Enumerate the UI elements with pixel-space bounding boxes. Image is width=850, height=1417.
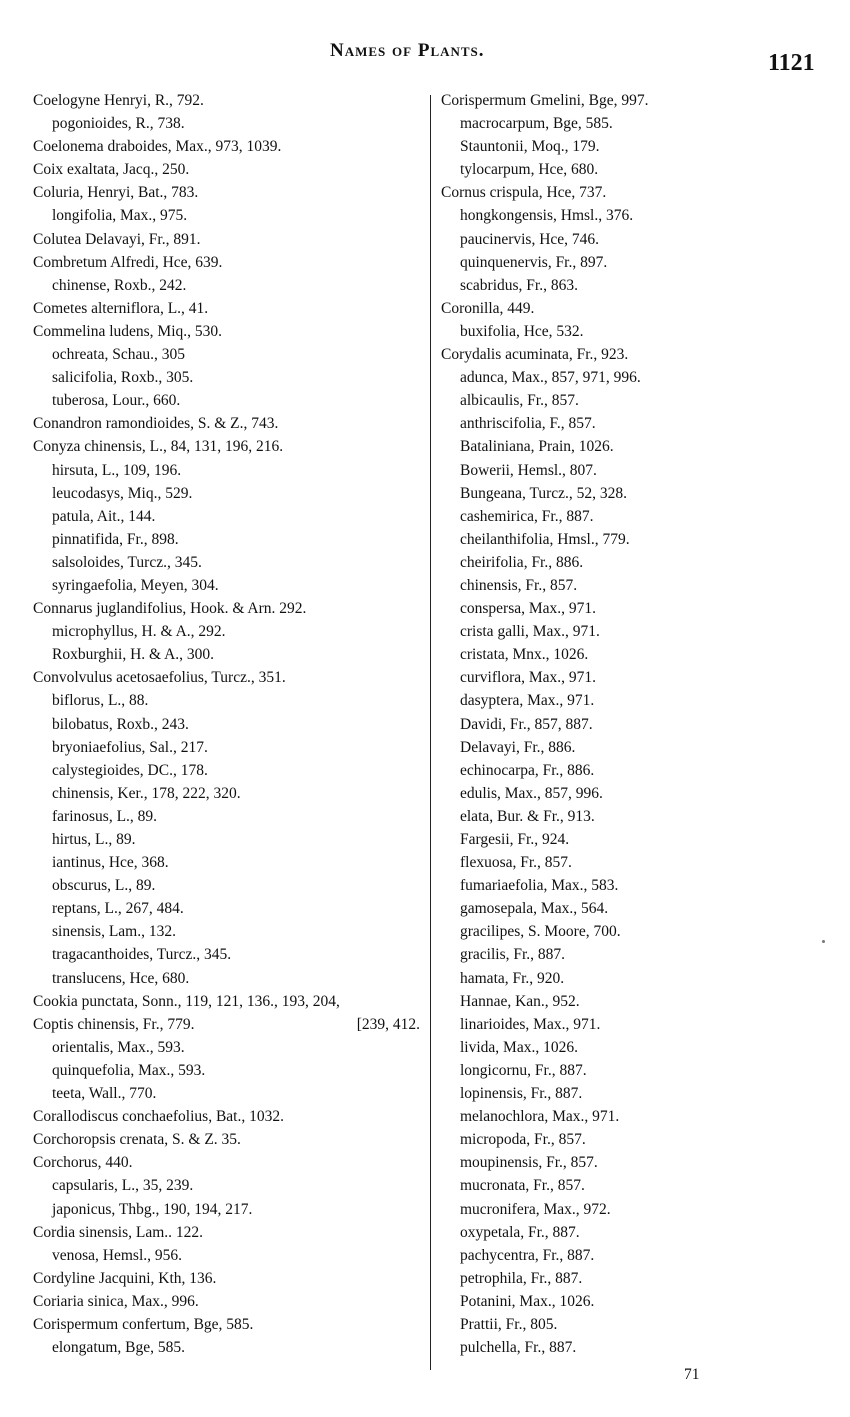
entry-text: quinquenervis, Fr., 897. — [460, 253, 608, 271]
index-subentry — [441, 1198, 741, 1221]
index-subentry — [441, 251, 741, 274]
entry-text: Coptis chinensis, Fr., 779. — [33, 1015, 195, 1033]
index-subentry — [441, 1290, 741, 1313]
entry-text: Coix exaltata, Jacq., 250. — [33, 161, 190, 179]
entry-text: bilobatus, Roxb., 243. — [52, 715, 189, 733]
index-subentry — [441, 897, 741, 920]
index-subentry — [33, 1174, 428, 1197]
index-entry — [33, 135, 428, 158]
index-subentry — [441, 412, 741, 435]
entry-text: capsularis, L., 35, 239. — [52, 1177, 194, 1195]
index-subentry — [441, 713, 741, 736]
entry-text: patula, Ait., 144. — [52, 507, 156, 525]
index-subentry — [441, 1059, 741, 1082]
entry-continuation: [239, 412. — [356, 1015, 420, 1033]
entry-text: mucronata, Fr., 857. — [460, 1177, 585, 1195]
entry-text: leucodasys, Miq., 529. — [52, 484, 193, 502]
index-subentry — [33, 459, 428, 482]
entry-text: biflorus, L., 88. — [52, 692, 149, 710]
index-subentry — [441, 228, 741, 251]
entry-text: hamata, Fr., 920. — [460, 969, 565, 987]
index-subentry — [33, 389, 428, 412]
index-subentry — [441, 874, 741, 897]
index-subentry — [441, 736, 741, 759]
index-subentry — [33, 1059, 428, 1082]
entry-text: Colutea Delavayi, Fr., 891. — [33, 230, 201, 248]
entry-text: moupinensis, Fr., 857. — [460, 1154, 598, 1172]
entry-text: pulchella, Fr., 887. — [460, 1339, 577, 1357]
entry-text: Coelogyne Henryi, R., 792. — [33, 92, 204, 109]
index-entry — [33, 1313, 428, 1336]
entry-text: pogonioides, R., 738. — [52, 115, 185, 133]
entry-text: hirsuta, L., 109, 196. — [52, 461, 182, 479]
entry-text: cashemirica, Fr., 887. — [460, 507, 594, 525]
entry-text: Corchorus, 440. — [33, 1154, 133, 1172]
index-entry — [33, 1290, 428, 1313]
entry-text: elata, Bur. & Fr., 913. — [460, 807, 595, 825]
index-subentry — [33, 897, 428, 920]
entry-text: curviflora, Max., 971. — [460, 669, 597, 687]
entry-text: edulis, Max., 857, 996. — [460, 784, 603, 802]
index-entry — [441, 343, 741, 366]
entry-text: Coelonema draboides, Max., 973, 1039. — [33, 138, 282, 156]
entry-text: Cometes alterniflora, L., 41. — [33, 299, 209, 317]
index-column-left — [33, 89, 428, 1359]
index-subentry — [33, 343, 428, 366]
entry-text: Commelina ludens, Miq., 530. — [33, 322, 223, 340]
index-subentry — [441, 990, 741, 1013]
index-subentry — [441, 967, 741, 990]
entry-text: tuberosa, Lour., 660. — [52, 392, 181, 410]
entry-text: dasyptera, Max., 971. — [460, 692, 595, 710]
index-subentry — [441, 459, 741, 482]
entry-text: Corchoropsis crenata, S. & Z. 35. — [33, 1131, 241, 1149]
entry-text: oxypetala, Fr., 887. — [460, 1223, 580, 1241]
index-entry — [33, 297, 428, 320]
index-subentry — [33, 874, 428, 897]
index-subentry — [33, 736, 428, 759]
index-subentry — [441, 1313, 741, 1336]
index-subentry — [441, 482, 741, 505]
index-subentry — [33, 805, 428, 828]
entry-text: japonicus, Thbg., 190, 194, 217. — [52, 1200, 253, 1218]
entry-text: petrophila, Fr., 887. — [460, 1269, 583, 1287]
entry-text: Conyza chinensis, L., 84, 131, 196, 216. — [33, 438, 284, 456]
index-subentry — [441, 805, 741, 828]
entry-text: paucinervis, Hce, 746. — [460, 230, 600, 248]
index-entry — [33, 158, 428, 181]
index-subentry — [441, 389, 741, 412]
running-header-title: Names of Plants. — [330, 40, 485, 61]
entry-text: bryoniaefolius, Sal., 217. — [52, 738, 208, 756]
index-subentry — [33, 943, 428, 966]
entry-text: cheilanthifolia, Hmsl., 779. — [460, 530, 630, 548]
entry-text: teeta, Wall., 770. — [52, 1085, 157, 1103]
entry-text: cristata, Mnx., 1026. — [460, 646, 589, 664]
entry-text: livida, Max., 1026. — [460, 1038, 578, 1056]
entry-text: gracilis, Fr., 887. — [460, 946, 566, 964]
index-subentry — [33, 851, 428, 874]
entry-text: tragacanthoides, Turcz., 345. — [52, 946, 232, 964]
entry-text: linarioides, Max., 971. — [460, 1015, 601, 1033]
index-column-right — [441, 89, 741, 1359]
entry-text: adunca, Max., 857, 971, 996. — [460, 369, 641, 387]
index-subentry — [441, 320, 741, 343]
entry-text: gracilipes, S. Moore, 700. — [460, 923, 621, 941]
entry-text: Corispermum confertum, Bge, 585. — [33, 1315, 254, 1333]
index-subentry — [441, 920, 741, 943]
entry-text: Coronilla, 449. — [441, 299, 535, 317]
index-subentry — [33, 574, 428, 597]
index-entry — [33, 1128, 428, 1151]
entry-text: longicornu, Fr., 887. — [460, 1061, 587, 1079]
entry-text: Davidi, Fr., 857, 887. — [460, 715, 593, 733]
entry-text: cheirifolia, Fr., 886. — [460, 553, 584, 571]
index-subentry — [33, 920, 428, 943]
entry-text: melanochlora, Max., 971. — [460, 1108, 620, 1126]
index-subentry — [441, 851, 741, 874]
entry-text: Delavayi, Fr., 886. — [460, 738, 576, 756]
index-subentry — [33, 643, 428, 666]
entry-text: venosa, Hemsl., 956. — [52, 1246, 183, 1264]
entry-text: Prattii, Fr., 805. — [460, 1315, 558, 1333]
index-subentry — [33, 713, 428, 736]
entry-text: echinocarpa, Fr., 886. — [460, 761, 595, 779]
index-subentry — [441, 1336, 741, 1359]
entry-text: anthriscifolia, F., 857. — [460, 415, 596, 433]
entry-text: Bungeana, Turcz., 52, 328. — [460, 484, 628, 502]
entry-text: quinquefolia, Max., 593. — [52, 1061, 206, 1079]
entry-text: microphyllus, H. & A., 292. — [52, 623, 226, 641]
entry-text: gamosepala, Max., 564. — [460, 900, 609, 918]
index-subentry — [33, 1198, 428, 1221]
index-entry — [33, 435, 428, 458]
entry-text: flexuosa, Fr., 857. — [460, 854, 572, 872]
index-subentry — [33, 759, 428, 782]
entry-text: Convolvulus acetosaefolius, Turcz., 351. — [33, 669, 286, 687]
entry-text: Corydalis acuminata, Fr., 923. — [441, 346, 629, 364]
entry-text: micropoda, Fr., 857. — [460, 1131, 586, 1149]
index-subentry — [441, 782, 741, 805]
index-subentry — [441, 158, 741, 181]
entry-text: Coluria, Henryi, Bat., 783. — [33, 184, 199, 202]
entry-text: Fargesii, Fr., 924. — [460, 831, 570, 848]
entry-text: hongkongensis, Hmsl., 376. — [460, 207, 634, 225]
entry-text: orientalis, Max., 593. — [52, 1038, 185, 1056]
entry-text: obscurus, L., 89. — [52, 877, 156, 895]
index-entry — [33, 412, 428, 435]
index-subentry — [441, 112, 741, 135]
index-subentry — [33, 782, 428, 805]
column-divider — [430, 95, 431, 1370]
index-entry — [33, 89, 428, 112]
index-subentry — [33, 1082, 428, 1105]
index-subentry — [33, 274, 428, 297]
entry-text: sinensis, Lam., 132. — [52, 923, 176, 941]
index-subentry — [33, 112, 428, 135]
index-subentry — [33, 1336, 428, 1359]
index-entry — [441, 297, 741, 320]
entry-text: macrocarpum, Bge, 585. — [460, 115, 613, 133]
entry-text: Corallodiscus conchaefolius, Bat., 1032. — [33, 1108, 284, 1126]
entry-text: crista galli, Max., 971. — [460, 623, 600, 641]
entry-text: Coriaria sinica, Max., 996. — [33, 1292, 199, 1310]
entry-text: salicifolia, Roxb., 305. — [52, 369, 194, 387]
index-entry — [33, 1151, 428, 1174]
index-subentry — [441, 666, 741, 689]
entry-text: Cornus crispula, Hce, 737. — [441, 184, 607, 202]
signature-mark: 71 — [684, 1366, 700, 1383]
entry-text: conspersa, Max., 971. — [460, 600, 597, 618]
index-subentry — [441, 1221, 741, 1244]
entry-text: Bataliniana, Prain, 1026. — [460, 438, 614, 456]
index-entry — [441, 181, 741, 204]
entry-text: mucronifera, Max., 972. — [460, 1200, 611, 1218]
entry-text: elongatum, Bge, 585. — [52, 1339, 186, 1357]
entry-text: chinense, Roxb., 242. — [52, 276, 187, 294]
index-entry — [33, 251, 428, 274]
entry-text: Combretum Alfredi, Hce, 639. — [33, 253, 223, 271]
entry-text: reptans, L., 267, 484. — [52, 900, 184, 918]
index-entry — [33, 1267, 428, 1290]
index-subentry — [441, 1174, 741, 1197]
entry-text: Bowerii, Hemsl., 807. — [460, 461, 597, 479]
entry-text: chinensis, Ker., 178, 222, 320. — [52, 784, 241, 802]
entry-text: Conandron ramondioides, S. & Z., 743. — [33, 415, 279, 433]
index-entry — [33, 990, 428, 1013]
entry-text: Cordyline Jacquini, Kth, 136. — [33, 1269, 217, 1287]
index-subentry — [33, 551, 428, 574]
entry-text: Roxburghii, H. & A., 300. — [52, 646, 215, 664]
index-subentry — [33, 967, 428, 990]
entry-text: pinnatifida, Fr., 898. — [52, 530, 179, 548]
index-subentry — [441, 528, 741, 551]
index-subentry — [33, 505, 428, 528]
index-subentry — [33, 620, 428, 643]
index-subentry — [441, 1013, 741, 1036]
entry-text: longifolia, Max., 975. — [52, 207, 188, 225]
index-subentry — [33, 828, 428, 851]
entry-text: translucens, Hce, 680. — [52, 969, 190, 987]
entry-text: albicaulis, Fr., 857. — [460, 392, 579, 410]
index-entry — [33, 1013, 428, 1036]
entry-text: farinosus, L., 89. — [52, 807, 158, 825]
index-entry — [441, 89, 741, 112]
entry-text: chinensis, Fr., 857. — [460, 576, 578, 594]
index-subentry — [441, 204, 741, 227]
index-subentry — [441, 574, 741, 597]
index-subentry — [33, 1244, 428, 1267]
index-subentry — [441, 759, 741, 782]
index-subentry — [33, 1036, 428, 1059]
entry-text: Stauntonii, Moq., 179. — [460, 138, 600, 156]
entry-text: Connarus juglandifolius, Hook. & Arn. 292. — [33, 600, 307, 618]
entry-text: pachycentra, Fr., 887. — [460, 1246, 595, 1264]
entry-text: hirtus, L., 89. — [52, 831, 136, 848]
index-entry — [33, 666, 428, 689]
index-subentry — [441, 943, 741, 966]
entry-text: Corispermum Gmelini, Bge, 997. — [441, 92, 649, 109]
speck — [822, 940, 825, 943]
index-subentry — [441, 1036, 741, 1059]
index-subentry — [441, 551, 741, 574]
entry-text: Cordia sinensis, Lam.. 122. — [33, 1223, 204, 1241]
index-subentry — [441, 1244, 741, 1267]
index-subentry — [33, 528, 428, 551]
index-subentry — [441, 505, 741, 528]
index-subentry — [441, 643, 741, 666]
entry-text: fumariaefolia, Max., 583. — [460, 877, 619, 895]
entry-text: ochreata, Schau., 305 — [52, 346, 185, 364]
entry-text: Potanini, Max., 1026. — [460, 1292, 595, 1310]
index-subentry — [441, 597, 741, 620]
index-subentry — [441, 1128, 741, 1151]
entry-text: tylocarpum, Hce, 680. — [460, 161, 599, 179]
index-entry — [33, 228, 428, 251]
page-number: 1121 — [768, 50, 815, 76]
entry-text: Cookia punctata, Sonn., 119, 121, 136., 193, 204, — [33, 992, 340, 1010]
index-subentry — [441, 1105, 741, 1128]
index-entry — [33, 181, 428, 204]
index-subentry — [441, 620, 741, 643]
index-entry — [33, 320, 428, 343]
index-entry — [33, 1105, 428, 1128]
entry-text: calystegioides, DC., 178. — [52, 761, 208, 779]
index-subentry — [33, 689, 428, 712]
entry-text: salsoloides, Turcz., 345. — [52, 553, 202, 571]
index-subentry — [33, 366, 428, 389]
entry-text: syringaefolia, Meyen, 304. — [52, 576, 219, 594]
index-subentry — [441, 1151, 741, 1174]
index-subentry — [441, 366, 741, 389]
index-subentry — [441, 689, 741, 712]
entry-text: scabridus, Fr., 863. — [460, 276, 578, 294]
entry-text: Hannae, Kan., 952. — [460, 992, 580, 1010]
index-subentry — [441, 1267, 741, 1290]
entry-text: buxifolia, Hce, 532. — [460, 322, 584, 340]
index-subentry — [441, 135, 741, 158]
index-subentry — [441, 435, 741, 458]
index-subentry — [441, 1082, 741, 1105]
entry-text: lopinensis, Fr., 887. — [460, 1085, 583, 1103]
index-entry — [33, 597, 428, 620]
index-subentry — [441, 828, 741, 851]
index-subentry — [33, 204, 428, 227]
index-entry — [33, 1221, 428, 1244]
index-subentry — [441, 274, 741, 297]
entry-text: iantinus, Hce, 368. — [52, 854, 169, 872]
index-subentry — [33, 482, 428, 505]
